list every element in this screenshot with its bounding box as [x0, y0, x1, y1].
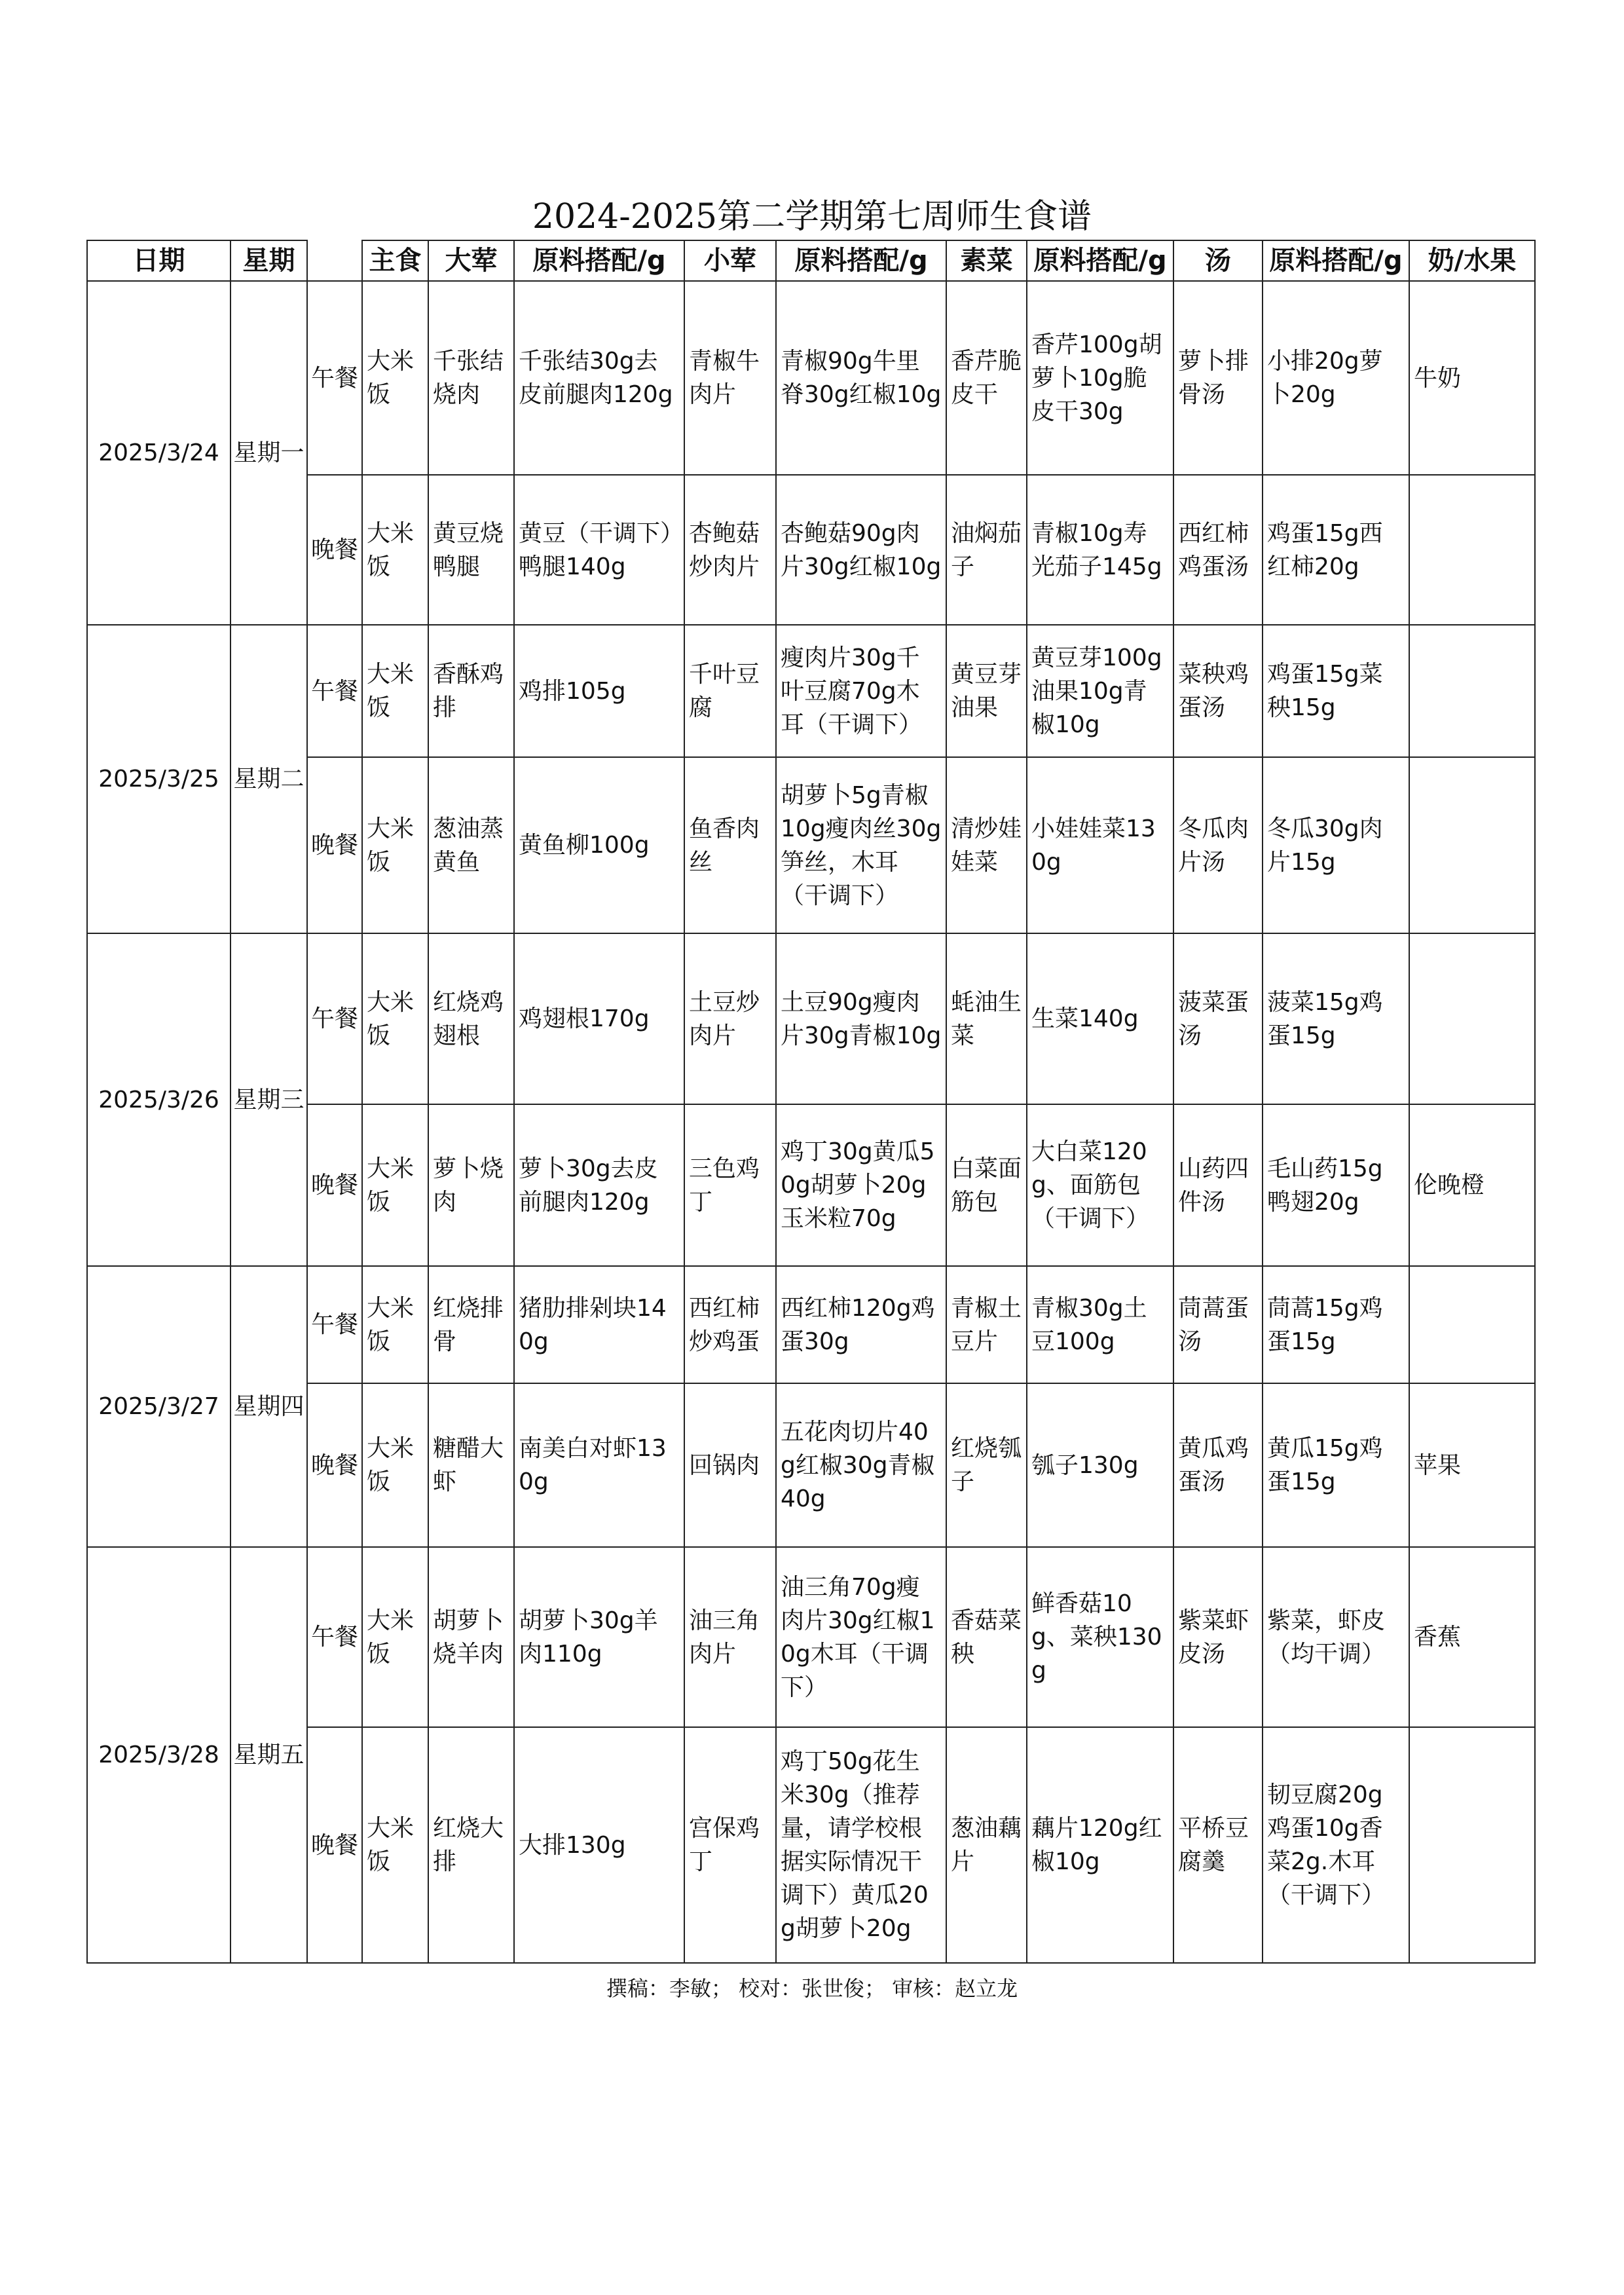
- meal-cell: 午餐: [307, 933, 362, 1104]
- soup-ingredients-cell: 菠菜15g鸡蛋15g: [1263, 933, 1409, 1104]
- soup-ingredients-cell: 茼蒿15g鸡蛋15g: [1263, 1266, 1409, 1383]
- milk-fruit-cell: 牛奶: [1409, 281, 1535, 475]
- small-meat-ingredients-cell: 胡萝卜5g青椒10g瘦肉丝30g笋丝，木耳（干调下）: [776, 757, 946, 933]
- weekday-cell: 星期五: [231, 1547, 307, 1963]
- date-cell: 2025/3/26: [87, 933, 231, 1266]
- table-row: [87, 625, 1535, 757]
- small-meat-cell: 宫保鸡丁: [684, 1727, 776, 1963]
- milk-fruit-cell: 香蕉: [1409, 1547, 1535, 1727]
- soup-ingredients-cell: 鸡蛋15g菜秧15g: [1263, 625, 1409, 757]
- vegetable-cell: 香菇菜秧: [946, 1547, 1027, 1727]
- header-soup-ingredients: 原料搭配/g: [1263, 240, 1409, 281]
- big-meat-ingredients-cell: 黄豆（干调下）鸭腿140g: [514, 475, 684, 625]
- small-meat-ingredients-cell: 油三角70g瘦肉片30g红椒10g木耳（干调下）: [776, 1547, 946, 1727]
- big-meat-ingredients-cell: 萝卜30g去皮前腿肉120g: [514, 1104, 684, 1266]
- staple-cell: 大米饭: [362, 625, 428, 757]
- vegetable-cell: 葱油藕片: [946, 1727, 1027, 1963]
- small-meat-cell: 西红柿炒鸡蛋: [684, 1266, 776, 1383]
- big-meat-cell: 黄豆烧鸭腿: [428, 475, 514, 625]
- big-meat-ingredients-cell: 鸡翅根170g: [514, 933, 684, 1104]
- milk-fruit-cell: 伦晚橙: [1409, 1104, 1535, 1266]
- table-row: [87, 1266, 1535, 1383]
- small-meat-ingredients-cell: 鸡丁50g花生米30g（推荐量，请学校根据实际情况干调下）黄瓜20g胡萝卜20g: [776, 1727, 946, 1963]
- table-row: [87, 281, 1535, 475]
- big-meat-cell: 葱油蒸黄鱼: [428, 757, 514, 933]
- meal-cell: 午餐: [307, 281, 362, 475]
- weekday-cell: 星期一: [231, 281, 307, 625]
- soup-ingredients-cell: 毛山药15g鸭翅20g: [1263, 1104, 1409, 1266]
- vegetable-cell: 红烧瓠子: [946, 1383, 1027, 1547]
- small-meat-ingredients-cell: 杏鲍菇90g肉片30g红椒10g: [776, 475, 946, 625]
- big-meat-cell: 萝卜烧肉: [428, 1104, 514, 1266]
- vegetable-cell: 黄豆芽油果: [946, 625, 1027, 757]
- soup-cell: 山药四件汤: [1173, 1104, 1263, 1266]
- header-date: 日期: [87, 240, 231, 281]
- soup-cell: 黄瓜鸡蛋汤: [1173, 1383, 1263, 1547]
- vegetable-ingredients-cell: 黄豆芽100g油果10g青椒10g: [1027, 625, 1173, 757]
- page-title: 2024-2025第二学期第七周师生食谱: [532, 197, 1092, 236]
- small-meat-ingredients-cell: 五花肉切片40g红椒30g青椒40g: [776, 1383, 946, 1547]
- meal-cell: 晚餐: [307, 1727, 362, 1963]
- small-meat-cell: 三色鸡丁: [684, 1104, 776, 1266]
- date-cell: 2025/3/27: [87, 1266, 231, 1547]
- staple-cell: 大米饭: [362, 1266, 428, 1383]
- staple-cell: 大米饭: [362, 1727, 428, 1963]
- big-meat-cell: 糖醋大虾: [428, 1383, 514, 1547]
- soup-ingredients-cell: 黄瓜15g鸡蛋15g: [1263, 1383, 1409, 1547]
- header-soup: 汤: [1173, 240, 1263, 281]
- small-meat-ingredients-cell: 西红柿120g鸡蛋30g: [776, 1266, 946, 1383]
- header-big-meat: 大荤: [428, 240, 514, 281]
- vegetable-ingredients-cell: 青椒30g土豆100g: [1027, 1266, 1173, 1383]
- vegetable-ingredients-cell: 大白菜120g、面筋包（干调下）: [1027, 1104, 1173, 1266]
- meal-cell: 午餐: [307, 1266, 362, 1383]
- staple-cell: 大米饭: [362, 1104, 428, 1266]
- milk-fruit-cell: [1409, 933, 1535, 1104]
- milk-fruit-cell: [1409, 475, 1535, 625]
- staple-cell: 大米饭: [362, 281, 428, 475]
- soup-cell: 茼蒿蛋汤: [1173, 1266, 1263, 1383]
- vegetable-ingredients-cell: 鲜香菇10g、菜秧130g: [1027, 1547, 1173, 1727]
- header-milk-fruit: 奶/水果: [1409, 240, 1535, 281]
- big-meat-cell: 红烧排骨: [428, 1266, 514, 1383]
- big-meat-ingredients-cell: 大排130g: [514, 1727, 684, 1963]
- date-cell: 2025/3/25: [87, 625, 231, 933]
- small-meat-cell: 回锅肉: [684, 1383, 776, 1547]
- header-small-meat: 小荤: [684, 240, 776, 281]
- meal-cell: 晚餐: [307, 1104, 362, 1266]
- milk-fruit-cell: [1409, 1727, 1535, 1963]
- credits-line: 撰稿：李敏； 校对：张世俊； 审核：赵立龙: [606, 1976, 1018, 2001]
- staple-cell: 大米饭: [362, 933, 428, 1104]
- staple-cell: 大米饭: [362, 1547, 428, 1727]
- vegetable-ingredients-cell: 瓠子130g: [1027, 1383, 1173, 1547]
- vegetable-cell: 清炒娃娃菜: [946, 757, 1027, 933]
- vegetable-cell: 白菜面筋包: [946, 1104, 1027, 1266]
- weekday-cell: 星期四: [231, 1266, 307, 1547]
- table-row: [87, 933, 1535, 1104]
- staple-cell: 大米饭: [362, 475, 428, 625]
- weekday-cell: 星期三: [231, 933, 307, 1266]
- meal-cell: 午餐: [307, 1547, 362, 1727]
- big-meat-cell: 胡萝卜烧羊肉: [428, 1547, 514, 1727]
- soup-ingredients-cell: 韧豆腐20g鸡蛋10g香菜2g.木耳（干调下）: [1263, 1727, 1409, 1963]
- big-meat-cell: 香酥鸡排: [428, 625, 514, 757]
- vegetable-ingredients-cell: 香芹100g胡萝卜10g脆皮干30g: [1027, 281, 1173, 475]
- vegetable-cell: 青椒土豆片: [946, 1266, 1027, 1383]
- table-row: [87, 1547, 1535, 1727]
- soup-ingredients-cell: 紫菜，虾皮（均干调）: [1263, 1547, 1409, 1727]
- small-meat-cell: 千叶豆腐: [684, 625, 776, 757]
- big-meat-cell: 千张结烧肉: [428, 281, 514, 475]
- date-cell: 2025/3/28: [87, 1547, 231, 1963]
- soup-cell: 平桥豆腐羹: [1173, 1727, 1263, 1963]
- soup-cell: 冬瓜肉片汤: [1173, 757, 1263, 933]
- meal-cell: 晚餐: [307, 757, 362, 933]
- small-meat-cell: 杏鲍菇炒肉片: [684, 475, 776, 625]
- milk-fruit-cell: 苹果: [1409, 1383, 1535, 1547]
- vegetable-ingredients-cell: 生菜140g: [1027, 933, 1173, 1104]
- soup-ingredients-cell: 冬瓜30g肉片15g: [1263, 757, 1409, 933]
- big-meat-ingredients-cell: 千张结30g去皮前腿肉120g: [514, 281, 684, 475]
- staple-cell: 大米饭: [362, 1383, 428, 1547]
- header-meal: [307, 240, 362, 281]
- header-staple: 主食: [362, 240, 428, 281]
- big-meat-ingredients-cell: 黄鱼柳100g: [514, 757, 684, 933]
- vegetable-cell: 香芹脆皮干: [946, 281, 1027, 475]
- header-small-meat-ingredients: 原料搭配/g: [776, 240, 946, 281]
- milk-fruit-cell: [1409, 625, 1535, 757]
- vegetable-ingredients-cell: 小娃娃菜130g: [1027, 757, 1173, 933]
- milk-fruit-cell: [1409, 757, 1535, 933]
- small-meat-cell: 鱼香肉丝: [684, 757, 776, 933]
- milk-fruit-cell: [1409, 1266, 1535, 1383]
- small-meat-cell: 土豆炒肉片: [684, 933, 776, 1104]
- big-meat-ingredients-cell: 南美白对虾130g: [514, 1383, 684, 1547]
- soup-cell: 西红柿鸡蛋汤: [1173, 475, 1263, 625]
- big-meat-ingredients-cell: 胡萝卜30g羊肉110g: [514, 1547, 684, 1727]
- small-meat-ingredients-cell: 土豆90g瘦肉片30g青椒10g: [776, 933, 946, 1104]
- vegetable-cell: 蚝油生菜: [946, 933, 1027, 1104]
- big-meat-ingredients-cell: 猪肋排剁块140g: [514, 1266, 684, 1383]
- big-meat-ingredients-cell: 鸡排105g: [514, 625, 684, 757]
- soup-cell: 菜秧鸡蛋汤: [1173, 625, 1263, 757]
- small-meat-ingredients-cell: 瘦肉片30g千叶豆腐70g木耳（干调下）: [776, 625, 946, 757]
- menu-table: [86, 240, 1536, 1964]
- header-weekday: 星期: [231, 240, 307, 281]
- header-vegetable-ingredients: 原料搭配/g: [1027, 240, 1173, 281]
- vegetable-ingredients-cell: 藕片120g红椒10g: [1027, 1727, 1173, 1963]
- big-meat-cell: 红烧大排: [428, 1727, 514, 1963]
- staple-cell: 大米饭: [362, 757, 428, 933]
- meal-cell: 午餐: [307, 625, 362, 757]
- soup-ingredients-cell: 鸡蛋15g西红柿20g: [1263, 475, 1409, 625]
- date-cell: 2025/3/24: [87, 281, 231, 625]
- soup-cell: 紫菜虾皮汤: [1173, 1547, 1263, 1727]
- meal-cell: 晚餐: [307, 475, 362, 625]
- soup-ingredients-cell: 小排20g萝卜20g: [1263, 281, 1409, 475]
- weekday-cell: 星期二: [231, 625, 307, 933]
- meal-cell: 晚餐: [307, 1383, 362, 1547]
- soup-cell: 萝卜排骨汤: [1173, 281, 1263, 475]
- header-row: [87, 240, 1535, 281]
- small-meat-ingredients-cell: 青椒90g牛里脊30g红椒10g: [776, 281, 946, 475]
- big-meat-cell: 红烧鸡翅根: [428, 933, 514, 1104]
- soup-cell: 菠菜蛋汤: [1173, 933, 1263, 1104]
- vegetable-cell: 油焖茄子: [946, 475, 1027, 625]
- header-vegetable: 素菜: [946, 240, 1027, 281]
- small-meat-cell: 青椒牛肉片: [684, 281, 776, 475]
- small-meat-ingredients-cell: 鸡丁30g黄瓜50g胡萝卜20g玉米粒70g: [776, 1104, 946, 1266]
- vegetable-ingredients-cell: 青椒10g寿光茄子145g: [1027, 475, 1173, 625]
- small-meat-cell: 油三角肉片: [684, 1547, 776, 1727]
- header-big-meat-ingredients: 原料搭配/g: [514, 240, 684, 281]
